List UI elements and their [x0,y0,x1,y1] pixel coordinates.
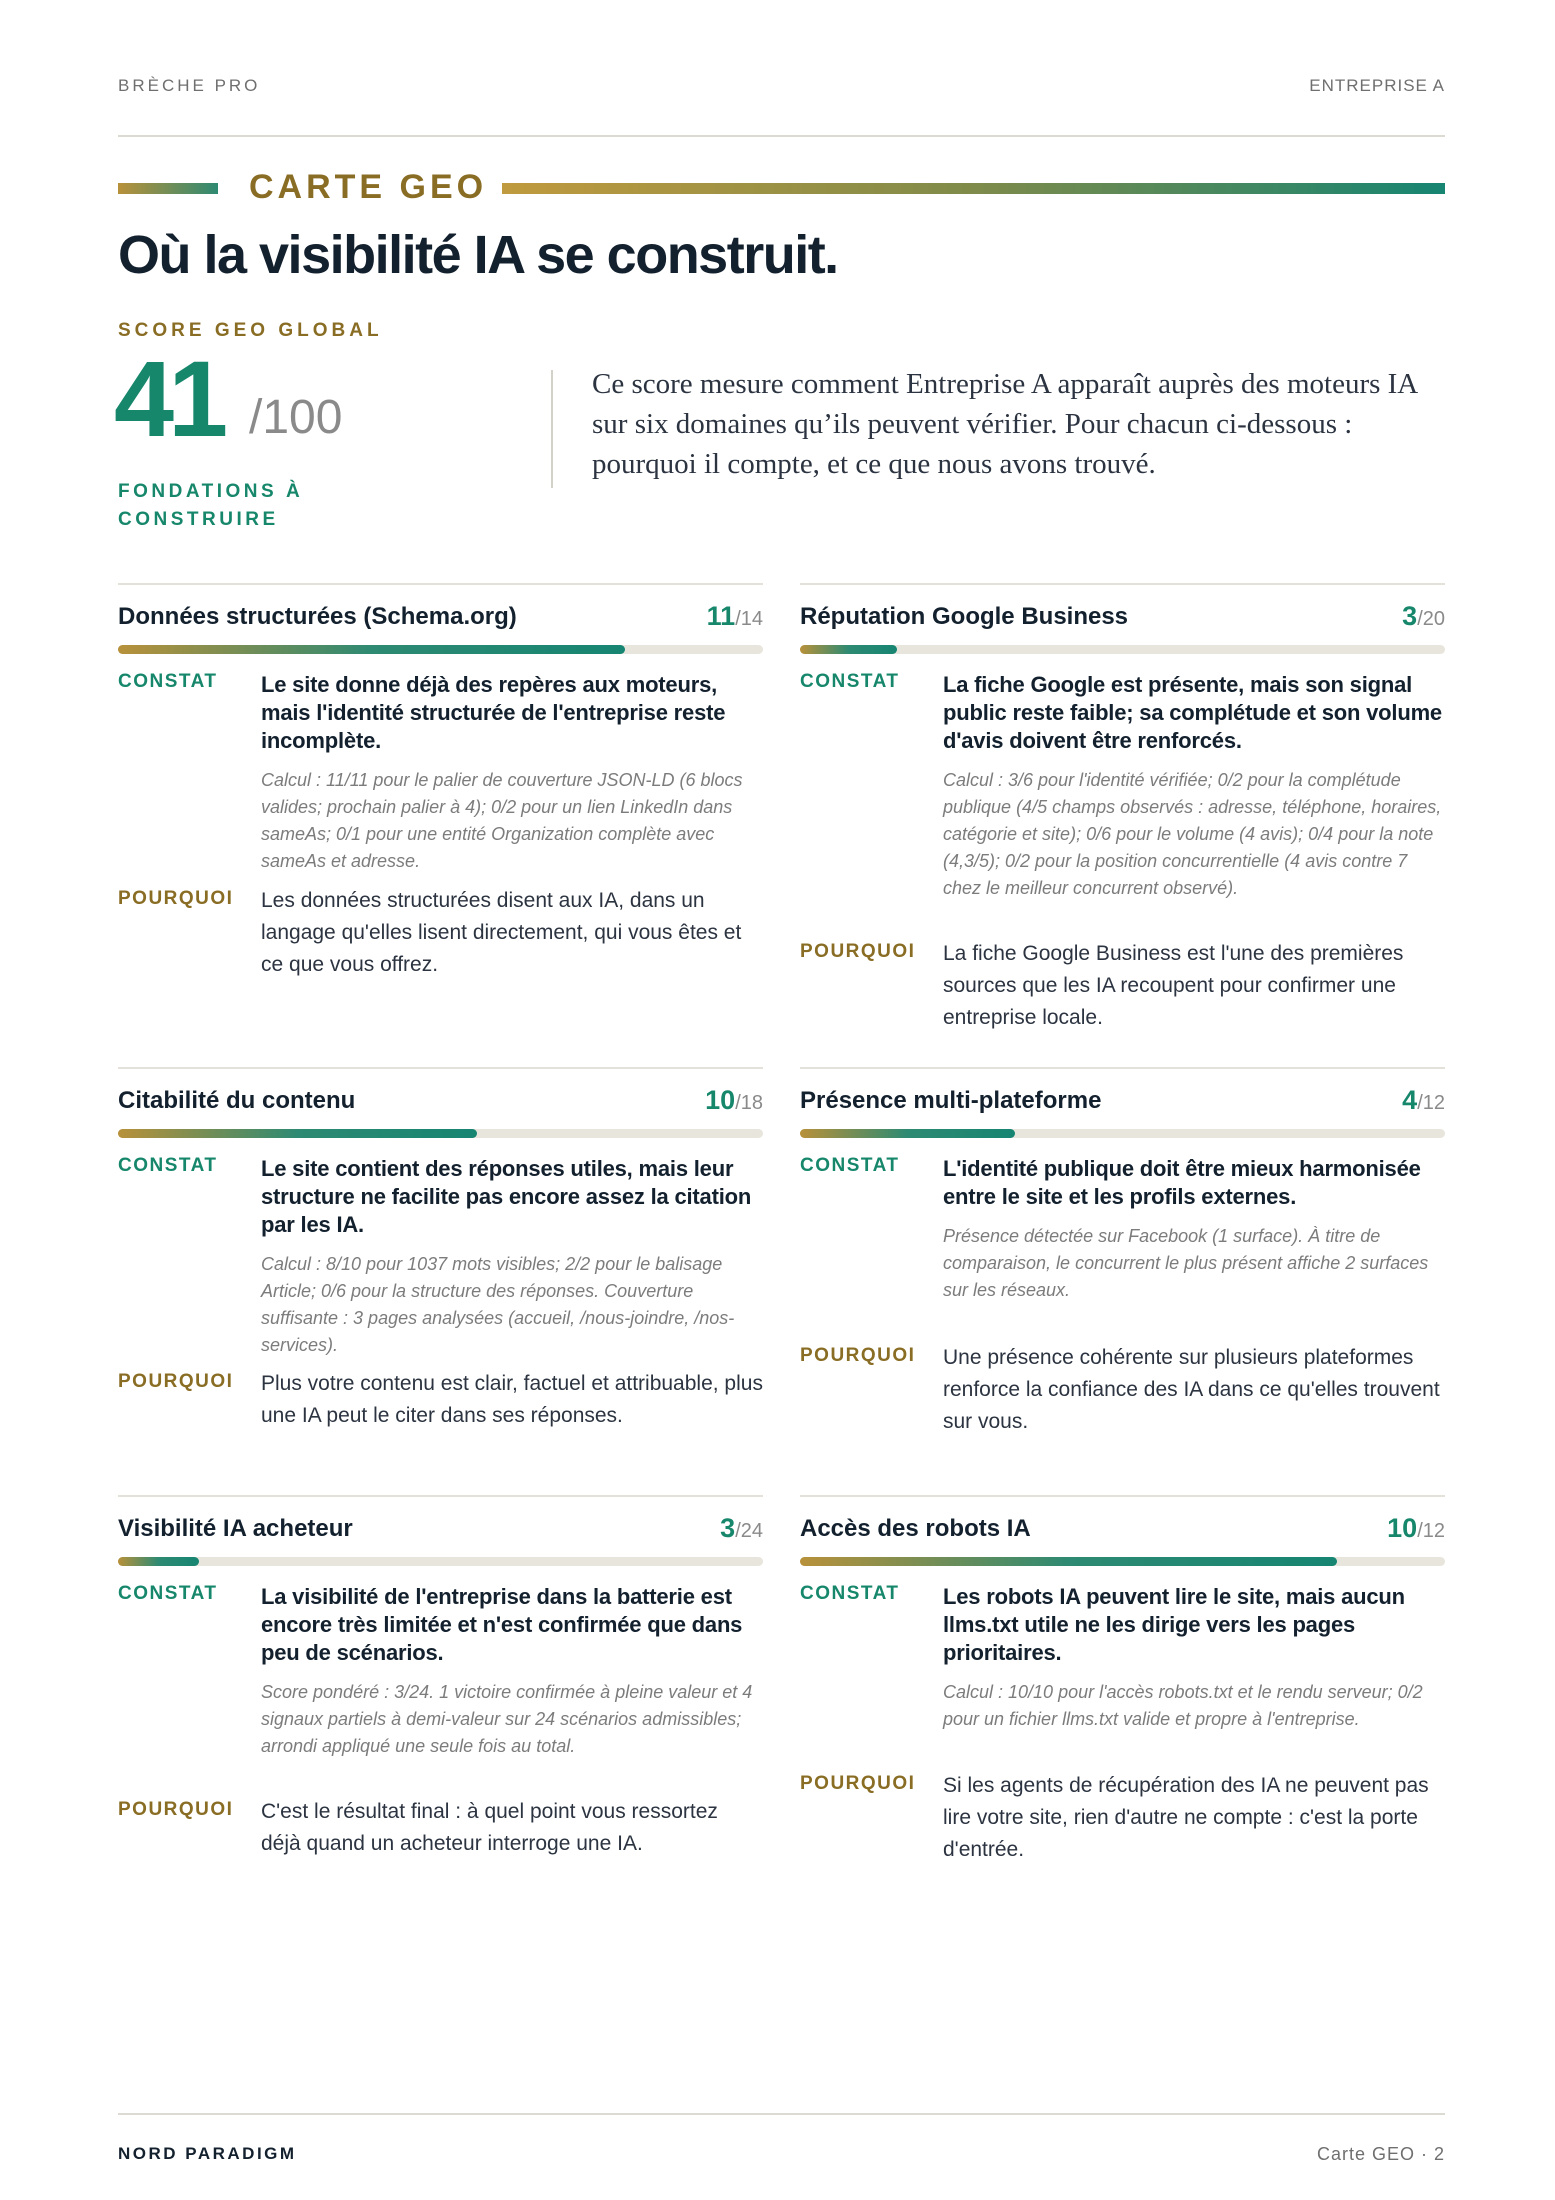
card-title: Présence multi-plateforme [800,1087,1102,1114]
page-title: Où la visibilité IA se construit. [118,225,838,285]
constat-block [261,1583,763,1760]
card-score [1402,1085,1445,1116]
footer-company: NORD PARADIGM [118,2144,297,2163]
constat-block [943,671,1445,902]
pourquoi-text: C'est le résultat final : à quel point vous ressortez déjà quand un acheteur interroge une IA. [261,1800,718,1855]
footer-page-label: Carte GEO · 2 [1316,2144,1445,2164]
report-page [114,0,1445,2200]
constat-text: La fiche Google est présente, mais son signal public reste faible; sa complétude et son volume d'avis doivent être renforcés. [943,672,1442,753]
constat-text: Le site donne déjà des repères aux moteurs, mais l'identité structurée de l'entreprise reste incomplète. [261,672,726,753]
pourquoi-label: POURQUOI [118,1799,234,1820]
pourquoi-text: Si les agents de récupération des IA ne peuvent pas lire votre site, rien d'autre ne compte : c'est la porte d'entrée. [943,1774,1429,1861]
card-divider [118,1067,763,1069]
pourquoi-text: Une présence cohérente sur plusieurs plateformes renforce la confiance des IA dans ce qu'elles trouvent sur vous. [943,1346,1440,1433]
score-bar-fill [800,1129,1015,1138]
card-score-value: 3 [720,1513,736,1543]
pourquoi-label: POURQUOI [800,941,916,962]
page-header [118,76,1445,102]
global-score-label: SCORE GEO GLOBAL [118,320,383,341]
constat-label: CONSTAT [800,1583,900,1604]
constat-text: L'identité publique doit être mieux harmonisée entre le site et les profils externes. [943,1156,1421,1209]
pourquoi-text: Plus votre contenu est clair, factuel et attribuable, plus une IA peut le citer dans ses réponses. [261,1372,763,1427]
constat-block [943,1155,1445,1304]
card-score-value: 10 [1387,1513,1418,1543]
card-divider [800,1067,1445,1069]
card-title: Accès des robots IA [800,1515,1031,1542]
global-score-max: /100 [249,391,343,444]
section-kicker: CARTE GEO [249,168,488,206]
calcul-text: Calcul : 8/10 pour 1037 mots visibles; 2/2 pour le balisage Article; 0/6 pour la structure des réponses. Couverture suffisante : 3 pages analysées (accueil, /nous-joindre, /nos-services). [261,1254,735,1355]
calcul-text: Calcul : 11/11 pour le palier de couverture JSON-LD (6 blocs valides; prochain palier à 4); 0/2 pour un lien LinkedIn dans sameAs; 0/1 pour une entité Organization complète avec sameAs et adresse. [261,770,743,871]
calcul-text: Score pondéré : 3/24. 1 victoire confirmée à pleine valeur et 4 signaux partiels à demi-valeur sur 24 scénarios admissibles; arrondi appliqué une seule fois au total. [261,1682,753,1756]
constat-label: CONSTAT [800,1155,900,1176]
client-name: ENTREPRISE A [1309,76,1445,95]
global-score-status: FONDATIONS À CONSTRUIRE [118,481,304,530]
brand-name: BRÈCHE PRO [118,76,261,95]
card-score [705,1085,763,1116]
header-divider [118,135,1445,137]
calcul-text: Calcul : 10/10 pour l'accès robots.txt et le rendu serveur; 0/2 pour un fichier llms.txt valide et propre à l'entreprise. [943,1682,1423,1729]
score-bar-fill [800,645,897,654]
score-bar-fill [118,1129,477,1138]
pourquoi-text: La fiche Google Business est l'une des premières sources que les IA recoupent pour confirmer une entreprise locale. [943,942,1404,1029]
card-title: Données structurées (Schema.org) [118,603,517,630]
card-score-max: /12 [1417,1092,1445,1114]
card-score-value: 11 [706,601,736,631]
card-score-value: 4 [1402,1085,1418,1115]
score-bar [800,1557,1445,1566]
intro-paragraph: Ce score mesure comment Entreprise A apparaît auprès des moteurs IA sur six domaines qu’ils peuvent vérifier. Pour chacun ci-dessous : pourquoi il compte, et ce que nous avons trouvé. [592,368,1417,480]
score-bar [800,1129,1445,1138]
card-score-value: 3 [1402,601,1418,631]
footer-divider [118,2113,1445,2115]
score-bar [118,1129,763,1138]
constat-block [261,1155,763,1359]
global-score-value: 41 [114,338,223,459]
pourquoi-label: POURQUOI [800,1345,916,1366]
kicker-accent-bar-left [118,183,218,194]
card-score-value: 10 [705,1085,736,1115]
pourquoi-label: POURQUOI [118,1371,234,1392]
card-score-max: /18 [735,1092,763,1114]
pourquoi-label: POURQUOI [800,1773,916,1794]
card-title: Visibilité IA acheteur [118,1515,353,1542]
card-divider [800,583,1445,585]
constat-label: CONSTAT [118,1583,218,1604]
constat-label: CONSTAT [118,671,218,692]
constat-text: Les robots IA peuvent lire le site, mais aucun llms.txt utile ne les dirige vers les pages prioritaires. [943,1584,1405,1665]
score-bar-fill [800,1557,1337,1566]
card-score [720,1513,763,1544]
card-score-max: /24 [735,1520,763,1542]
constat-label: CONSTAT [118,1155,218,1176]
pourquoi-label: POURQUOI [118,888,234,909]
calcul-text: Calcul : 3/6 pour l'identité vérifiée; 0/2 pour la complétude publique (4/5 champs observés : adresse, téléphone, horaires, catégorie et site); 0/6 pour le volume (4 avis); 0/4 pour la note (4,3/5); 0/2 pour la position concurrentielle (4 avis contre 7 chez le meilleur concurrent observé). [943,770,1442,898]
card-score-max: /14 [735,608,763,630]
card-divider [118,583,763,585]
score-bar-fill [118,1557,199,1566]
constat-label: CONSTAT [800,671,900,692]
constat-block [943,1583,1445,1733]
score-bar [118,645,763,654]
pourquoi-text: Les données structurées disent aux IA, dans un langage qu'elles lisent directement, qui vous êtes et ce que vous offrez. [261,889,742,976]
card-score-max: /20 [1417,608,1445,630]
card-score [707,601,763,632]
card-score [1387,1513,1445,1544]
constat-text: Le site contient des réponses utiles, mais leur structure ne facilite pas encore assez la citation par les IA. [261,1156,752,1237]
constat-block [261,671,763,875]
card-title: Réputation Google Business [800,603,1129,630]
card-score-max: /12 [1417,1520,1445,1542]
score-bar [118,1557,763,1566]
card-score [1402,601,1445,632]
score-bar [800,645,1445,654]
card-divider [800,1495,1445,1497]
score-bar-fill [118,645,625,654]
calcul-text: Présence détectée sur Facebook (1 surface). À titre de comparaison, le concurrent le plus présent affiche 2 surfaces sur les réseaux. [943,1226,1429,1300]
constat-text: La visibilité de l'entreprise dans la batterie est encore très limitée et n'est confirmée que dans peu de scénarios. [261,1584,743,1665]
kicker-accent-bar-right [502,183,1445,194]
card-title: Citabilité du contenu [118,1087,356,1114]
score-divider [551,370,553,488]
card-divider [118,1495,763,1497]
section-kicker-row [118,168,1445,212]
